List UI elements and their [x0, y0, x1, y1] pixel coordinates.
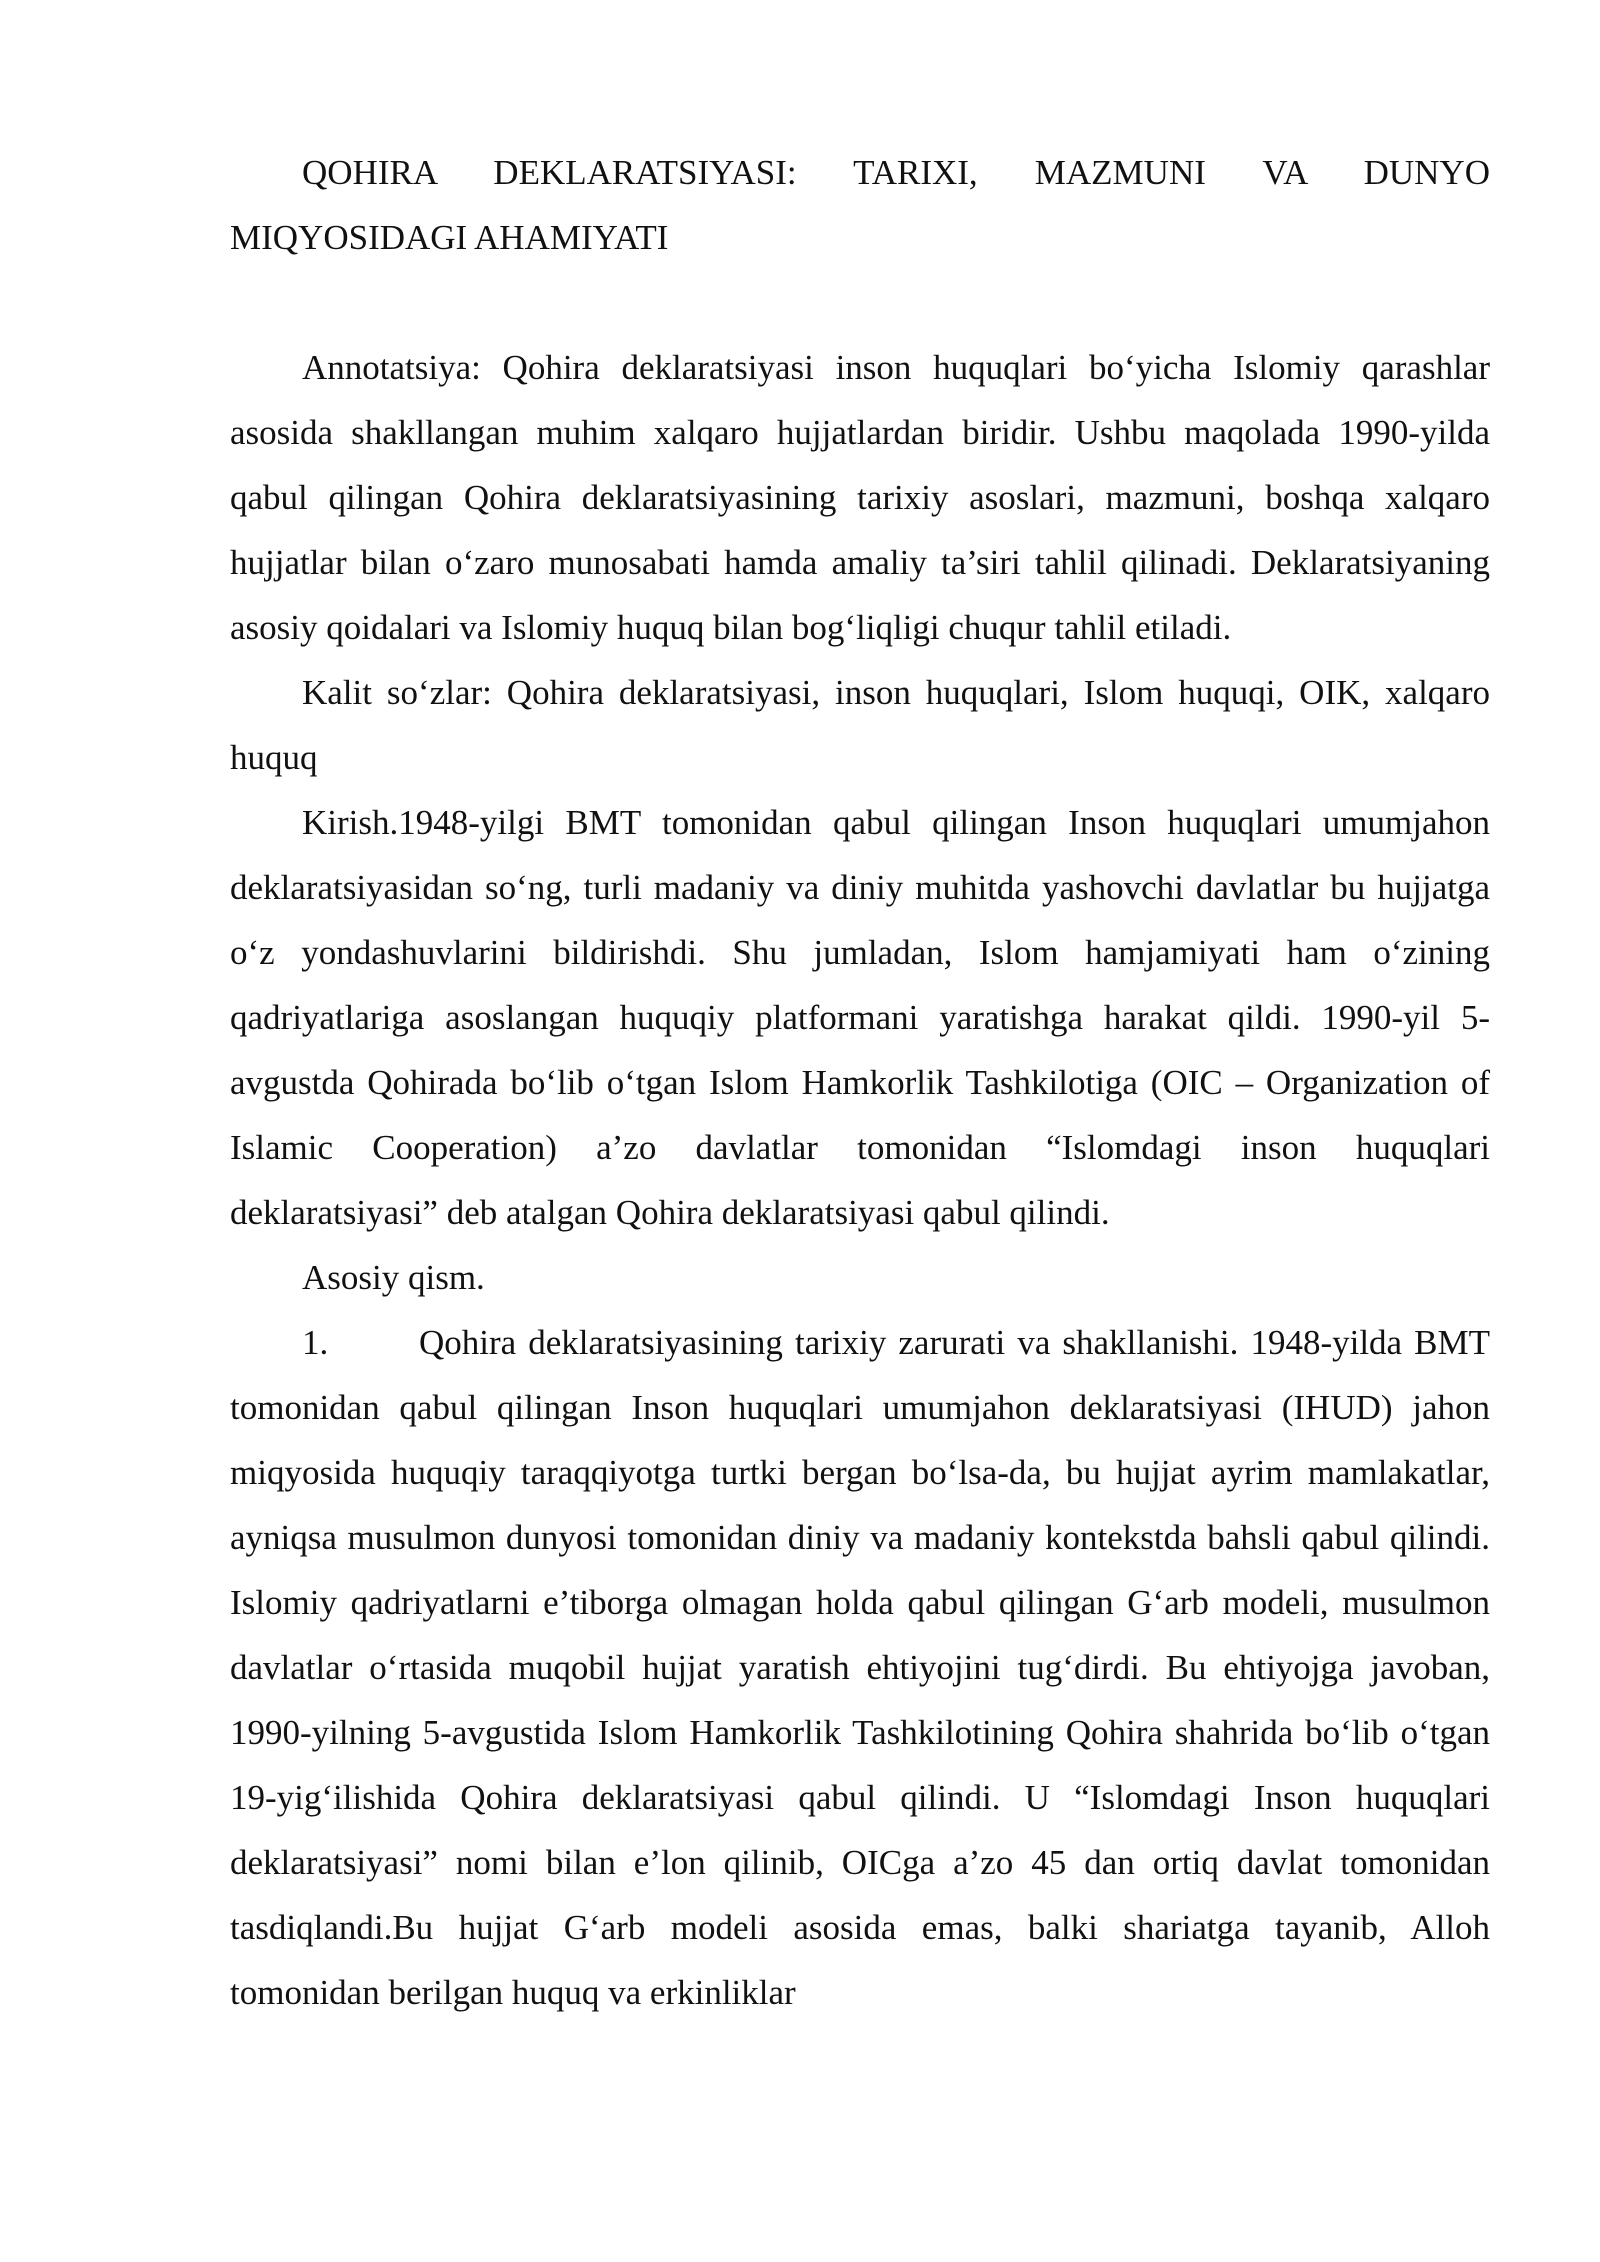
annotation-paragraph: Annotatsiya: Qohira deklaratsiyasi inson huquqlari bo‘yicha Islomiy qarashlar asosida shakllangan muhim xalqaro hujjatlardan biridir. Ushbu maqolada 1990-yilda qabul qilingan Qohira deklaratsiyasining tarixiy asoslari, mazmuni, boshqa xalqaro hujjatlar bilan o‘zaro munosabati hamda amaliy ta’siri tahlil qilinadi. Deklaratsiyaning asosiy qoidalari va Islomiy huquq bilan bog‘liqligi chuqur tahlil etiladi.	[230, 348, 1490, 647]
section-1-text: Qohira deklaratsiyasining tarixiy zarurati va shakllanishi. 1948-yilda BMT tomonidan qabul qilingan Inson huquqlari umumjahon deklaratsiyasi (IHUD) jahon miqyosida huquqiy taraqqiyotga turtki bergan bo‘lsa-da, bu hujjat ayrim mamlakatlar, ayniqsa musulmon dunyosi tomonidan diniy va madaniy kontekstda bahsli qabul qilindi. Islomiy qadriyatlarni e’tiborga olmagan holda qabul qilingan G‘arb modeli, musulmon davlatlar o‘rtasida muqobil hujjat yaratish ehtiyojini tug‘dirdi. Bu ehtiyojga javoban, 1990-yilning 5-avgustida Islom Hamkorlik Tashkilotining Qohira shahrida bo‘lib o‘tgan 19-yig‘ilishida Qohira deklaratsiyasi qabul qilindi. U “Islomdagi Inson huquqlari deklaratsiyasi” nomi bilan e’lon qilinib, OICga a’zo 45 dan ortiq davlat tomonidan tasdiqlandi.Bu hujjat G‘arb modeli asosida emas, balki shariatga tayanib, Alloh tomonidan berilgan huquq va erkinliklar	[230, 1323, 1490, 2012]
keywords-paragraph: Kalit so‘zlar: Qohira deklaratsiyasi, inson huquqlari, Islom huquqi, OIK, xalqaro huquq	[230, 673, 1490, 777]
main-section-heading: Asosiy qism.	[302, 1258, 485, 1297]
introduction-paragraph: Kirish.1948-yilgi BMT tomonidan qabul qilingan Inson huquqlari umumjahon deklaratsiyasidan so‘ng, turli madaniy va diniy muhitda yashovchi davlatlar bu hujjatga o‘z yondashuvlarini bildirishdi. Shu jumladan, Islom hamjamiyati ham o‘zining qadriyatlariga asoslangan huquqiy platformani yaratishga harakat qildi. 1990-yil 5-avgustda Qohirada bo‘lib o‘tgan Islom Hamkorlik Tashkilotiga (OIC – Organization of Islamic Cooperation) a’zo davlatlar tomonidan “Islomdagi inson huquqlari deklaratsiyasi” deb atalgan Qohira deklaratsiyasi qabul qilindi.	[230, 803, 1490, 1232]
document-body	[230, 140, 1490, 2025]
document-title: QOHIRA DEKLARATSIYASI: TARIXI, MAZMUNI VA DUNYO MIQYOSIDAGI AHAMIYATI	[230, 153, 1490, 257]
section-1-paragraph	[230, 1310, 1490, 2025]
section-1-number: 1.	[302, 1323, 329, 1362]
